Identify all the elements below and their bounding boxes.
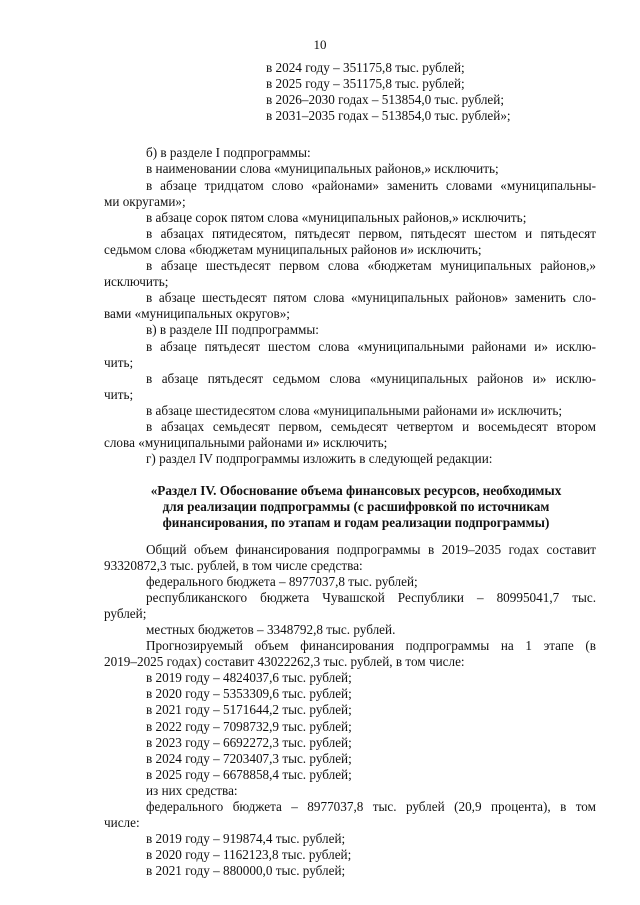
- year-line: в 2022 году – 7098732,9 тыс. рублей;: [146, 718, 352, 734]
- year-line: в 2024 году – 7203407,3 тыс. рублей;: [146, 750, 352, 766]
- top-line: в 2026–2030 годах – 513854,0 тыс. рублей;: [266, 92, 504, 108]
- paragraph: в наименовании слова «муниципальных районов,» исключить;: [146, 161, 499, 177]
- paragraph: местных бюджетов – 3348792,8 тыс. рублей.: [146, 622, 396, 637]
- paragraph-line: в абзаце пятьдесят седьмом слова «муниципальных районов и» исклю-: [146, 370, 596, 386]
- paragraph-line: Общий объем финансирования подпрограммы в 2019–2035 годах составит: [146, 541, 596, 557]
- paragraph-line: в абзаце шестьдесят пятом слова «муниципальных районов» заменить сло-: [146, 290, 596, 306]
- section-v-title: в) в разделе III подпрограммы:: [146, 322, 319, 338]
- section-heading: [104, 483, 596, 531]
- year-line: в 2020 году – 1162123,8 тыс. рублей;: [146, 847, 352, 863]
- year-line: в 2025 году – 6678858,4 тыс. рублей;: [146, 766, 352, 782]
- paragraph-line: чить;: [104, 386, 134, 402]
- heading-line: «Раздел IV. Обоснование объема финансовых ресурсов, необходимых: [150, 483, 562, 499]
- paragraph: из них средства:: [146, 782, 238, 798]
- year-line: в 2019 году – 4824037,6 тыс. рублей;: [146, 670, 352, 686]
- top-line: в 2031–2035 годах – 513854,0 тыс. рублей»;: [266, 108, 511, 124]
- paragraph-line: числе:: [104, 815, 140, 831]
- paragraph-line: вами «муниципальных округов»;: [104, 306, 290, 322]
- top-line: в 2025 году – 351175,8 тыс. рублей;: [266, 76, 465, 92]
- page-number: 10: [313, 37, 327, 52]
- paragraph: федерального бюджета – 8977037,8 тыс. рублей;: [146, 573, 418, 589]
- paragraph-line: в абзаце тридцатом слово «районами» заменить словами «муниципальны-: [146, 177, 596, 193]
- paragraph-line: в абзацах пятидесятом, пятьдесят первом, пятьдесят шестом и пятьдесят: [146, 225, 596, 241]
- paragraph-line: республиканского бюджета Чувашской Республики – 80995041,7 тыс.: [146, 589, 596, 605]
- year-line: в 2021 году – 5171644,2 тыс. рублей;: [146, 702, 352, 718]
- paragraph-line: в абзаце шестьдесят первом слова «бюджетам муниципальных районов,»: [146, 258, 596, 274]
- document-body: [104, 60, 596, 880]
- paragraph: в абзаце шестидесятом слова «муниципальными районами и» исключить;: [146, 402, 563, 418]
- paragraph-line: в абзацах семьдесят первом, семьдесят четвертом и восемьдесят втором: [146, 418, 596, 434]
- paragraph-line: 2019–2025 годах) составит 43022262,3 тыс. рублей, в том числе:: [104, 654, 465, 670]
- year-line: в 2020 году – 5353309,6 тыс. рублей;: [146, 686, 352, 702]
- section-g-title: г) раздел IV подпрограммы изложить в следующей редакции:: [146, 451, 493, 467]
- paragraph-line: федерального бюджета – 8977037,8 тыс. рублей (20,9 процента), в том: [146, 799, 596, 815]
- paragraph-line: слова «муниципальными районами и» исключить;: [104, 435, 388, 451]
- year-line: в 2019 году – 919874,4 тыс. рублей;: [146, 831, 346, 847]
- section-b-title: б) в разделе I подпрограммы:: [146, 145, 311, 161]
- top-line: в 2024 году – 351175,8 тыс. рублей;: [266, 60, 465, 75]
- paragraph-line: седьмом слова «бюджетам муниципальных районов и» исключить;: [104, 241, 482, 257]
- heading-line: для реализации подпрограммы (с расшифровкой по источникам: [162, 499, 550, 515]
- year-line: в 2021 году – 880000,0 тыс. рублей;: [146, 863, 346, 879]
- paragraph-line: рублей;: [104, 605, 147, 621]
- paragraph-line: чить;: [104, 354, 134, 370]
- year-line: в 2023 году – 6692272,3 тыс. рублей;: [146, 734, 352, 750]
- paragraph-line: 93320872,3 тыс. рублей, в том числе средства:: [104, 557, 363, 573]
- heading-line: финансирования, по этапам и годам реализации подпрограммы): [162, 515, 550, 531]
- paragraph-line: в абзаце пятьдесят шестом слова «муниципальными районами и» исклю-: [146, 338, 596, 354]
- paragraph-line: исключить;: [104, 274, 169, 290]
- paragraph-line: Прогнозируемый объем финансирования подпрограммы на 1 этапе (в: [146, 638, 596, 654]
- paragraph-line: ми округами»;: [104, 193, 186, 209]
- paragraph: в абзаце сорок пятом слова «муниципальных районов,» исключить;: [146, 209, 527, 225]
